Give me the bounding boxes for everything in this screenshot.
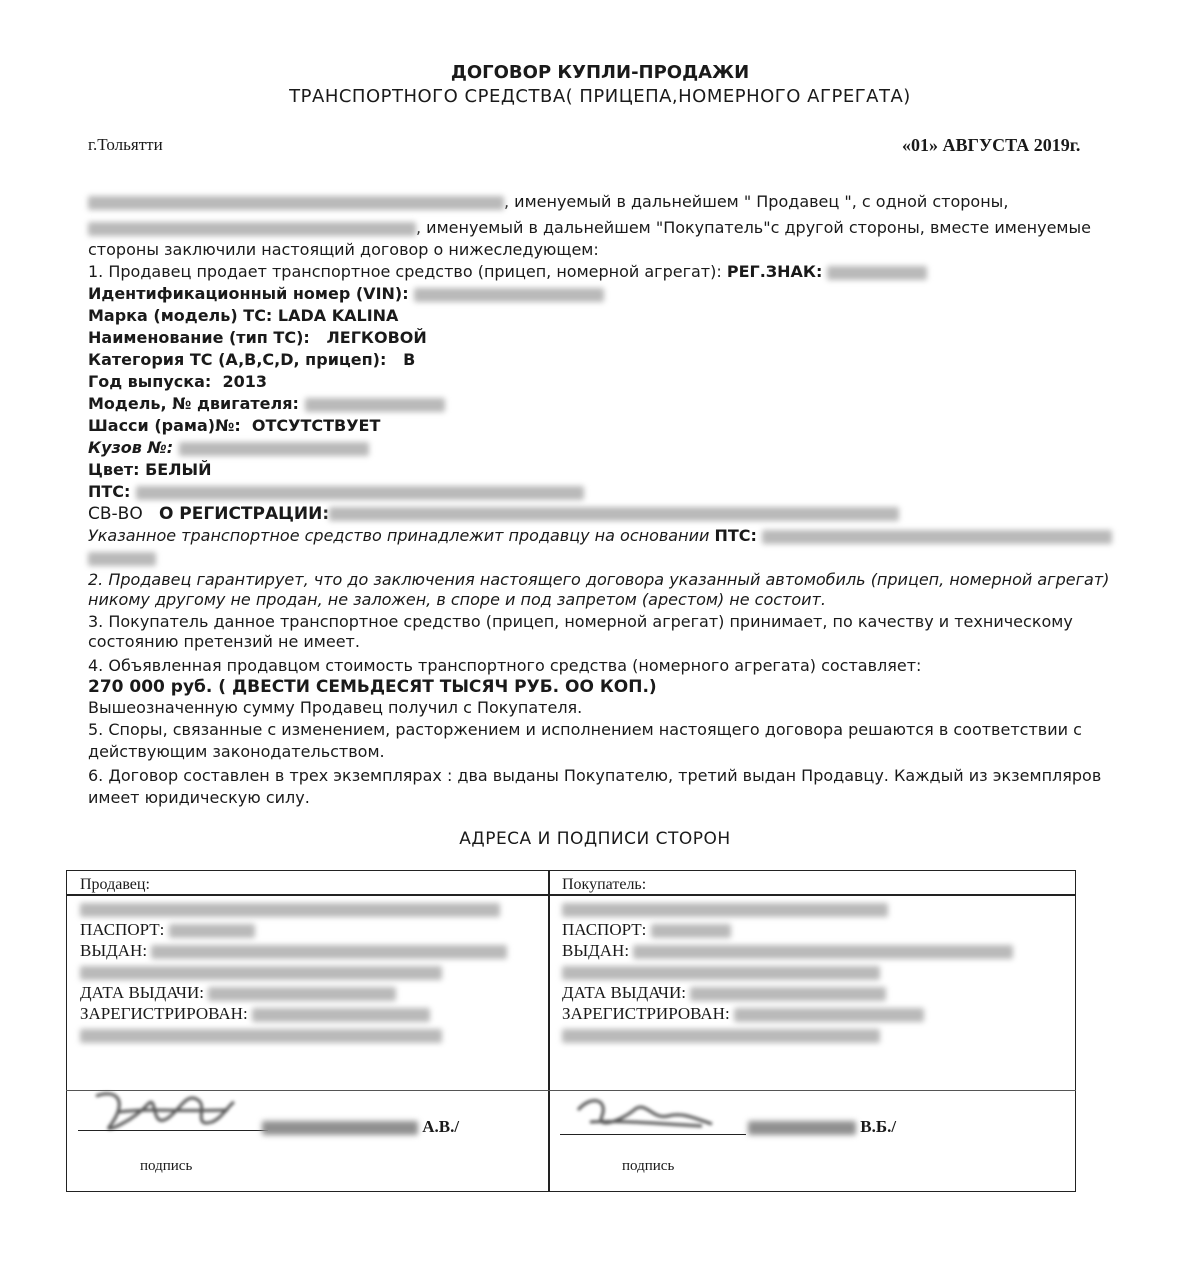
redacted-buyer-registered-2 [562,1029,880,1043]
category-value: B [403,350,416,369]
vin-label: Идентификационный номер (VIN): [88,284,409,303]
buyer-party-text: , именуемый в дальнейшем "Покупатель"с другой стороны, вместе именуемые [416,218,1091,237]
type-line [88,328,427,348]
seller-party-text: , именуемый в дальнейшем " Продавец ", с одной стороны, [504,192,1009,211]
seller-signature [88,1082,238,1140]
buyer-issue-date-row [562,982,886,1003]
seller-heading: Продавец: [80,876,150,893]
redacted-body [179,442,369,456]
seller-registered-label: ЗАРЕГИСТРИРОВАН: [80,1004,248,1023]
seller-initials: А.В./ [422,1117,460,1136]
clause-5-line-1: 5. Споры, связанные с изменением, расторжением и исполнением настоящего договора решаются в соответствии с [88,720,1082,739]
redacted-seller-fullname [80,903,500,917]
redacted-seller-registered-2 [80,1029,442,1043]
seller-registered-row-2 [80,1024,442,1045]
seller-issued-row-2 [80,961,442,982]
clause-3-line-1: 3. Покупатель данное транспортное средство (прицеп, номерной агрегат) принимает, по качеству и техническому [88,612,1073,631]
redacted-ownership-pts [762,530,1112,544]
buyer-registered-row-2 [562,1024,880,1045]
buyer-issue-date-label: ДАТА ВЫДАЧИ: [562,983,686,1002]
buyer-passport-row [562,919,731,940]
document-subtitle: ТРАНСПОРТНОГО СРЕДСТВА( ПРИЦЕПА,НОМЕРНОГО АГРЕГАТА) [289,86,911,107]
category-label: Категория ТС (A,B,C,D, прицеп): [88,350,387,369]
type-value: ЛЕГКОВОЙ [326,328,427,347]
clause-6-line-1: 6. Договор составлен в трех экземплярах : два выданы Покупателю, третий выдан Продавцу. Каждый из экземпляров [88,766,1102,785]
brand-label: Марка (модель) ТС: [88,306,273,325]
redacted-seller-name [88,196,504,210]
ownership-text: Указанное транспортное средство принадлежит продавцу на основании [88,526,710,545]
clause-4-line-1: 4. Объявленная продавцом стоимость транспортного средства (номерного агрегата) составляет: [88,656,922,675]
clause-1-line [88,262,927,282]
seller-issued-label: ВЫДАН: [80,941,148,960]
pts-line [88,482,584,502]
ownership-pts-label: ПТС: [714,526,757,545]
redacted-buyer-issued-2 [562,966,880,980]
price-line: 270 000 руб. ( ДВЕСТИ СЕМЬДЕСЯТ ТЫСЯЧ РУБ. ОО КОП.) [88,677,657,697]
redacted-buyer-passport [651,924,731,938]
body-line [88,438,369,458]
buyer-name-signature-row [748,1116,896,1137]
seller-issue-date-label: ДАТА ВЫДАЧИ: [80,983,204,1002]
buyer-name-row [562,898,888,919]
redacted-pts [136,486,584,500]
seller-passport-label: ПАСПОРТ: [80,920,165,939]
redacted-reg-cert [329,507,899,521]
redacted-buyer-name [88,222,416,236]
city: г.Тольятти [88,135,163,154]
color-value: БЕЛЫЙ [145,460,212,479]
year-value: 2013 [222,372,267,391]
pts-label: ПТС: [88,482,131,501]
clause-3-line-2: состоянию претензий не имеет. [88,632,360,651]
buyer-heading: Покупатель: [562,876,647,893]
seller-sign-caption: подпись [140,1158,193,1174]
reg-plate-label: РЕГ.ЗНАК: [726,262,823,281]
chassis-value: ОТСУТСТВУЕТ [251,416,381,435]
body-label: Кузов №: [88,438,174,457]
brand-line [88,306,398,326]
vin-line [88,284,604,304]
reg-cert-line [88,504,899,524]
seller-issue-date-row [80,982,396,1003]
buyer-issued-label: ВЫДАН: [562,941,630,960]
table-column-divider [548,870,550,1192]
year-label: Год выпуска: [88,372,212,391]
buyer-registered-label: ЗАРЕГИСТРИРОВАН: [562,1004,730,1023]
redacted-reg-plate [827,266,927,280]
seller-passport-row [80,919,255,940]
redacted-buyer-registered [734,1008,924,1022]
engine-label: Модель, № двигателя: [88,394,299,413]
year-line [88,372,267,392]
clause-5-line-2: действующим законодательством. [88,742,385,761]
engine-line [88,394,445,414]
seller-issued-row [80,940,507,961]
redacted-seller-issued [151,945,507,959]
redacted-buyer-fullname [562,903,888,917]
redacted-vin [414,288,604,302]
color-label: Цвет: [88,460,140,479]
document-title: ДОГОВОР КУПЛИ-ПРОДАЖИ [450,62,750,83]
redacted-buyer-issue-date [690,987,886,1001]
redacted-seller-surname [262,1121,418,1135]
seller-name-signature-row [262,1116,459,1137]
clause-2-line-1: 2. Продавец гарантирует, что до заключения настоящего договора указанный автомобиль (прицеп, номерной агрегат) [88,570,1110,589]
redacted-engine [305,398,445,412]
seller-registered-row [80,1003,430,1024]
buyer-issued-row-2 [562,961,880,982]
ownership-line [88,526,1112,546]
seller-name-row [80,898,500,919]
color-line [88,460,211,480]
redacted-buyer-issued [633,945,1013,959]
contract-date: «01» АВГУСТА 2019г. [902,135,1081,155]
seller-signature-line [78,1130,268,1131]
reg-cert-prefix: СВ-ВО [88,504,143,524]
redacted-ownership-pts-cont [88,552,156,566]
reg-cert-label: О РЕГИСТРАЦИИ: [158,504,330,524]
chassis-line [88,416,380,436]
redacted-seller-issued-2 [80,966,442,980]
buyer-signature-line [560,1134,746,1135]
buyer-registered-row [562,1003,924,1024]
buyer-sign-caption: подпись [622,1158,675,1174]
type-label: Наименование (тип ТС): [88,328,310,347]
ownership-line-continued [88,548,156,567]
buyer-initials: В.Б./ [860,1117,897,1136]
clause-1-text: 1. Продавец продает транспортное средство (прицеп, номерной агрегат): [88,262,727,281]
buyer-passport-label: ПАСПОРТ: [562,920,647,939]
buyer-issued-row [562,940,1013,961]
seller-party-line [88,192,1008,212]
agreement-line: стороны заключили настоящий договор о нижеследующем: [88,240,599,259]
buyer-signature [572,1086,722,1144]
clause-2-line-2: никому другому не продан, не заложен, в споре и под запретом (арестом) не состоит. [88,590,826,609]
category-line [88,350,415,370]
brand-value: LADA KALINA [277,306,399,325]
redacted-seller-issue-date [208,987,396,1001]
clause-6-line-2: имеет юридическую силу. [88,788,310,807]
chassis-label: Шасси (рама)№: [88,416,241,435]
redacted-buyer-surname [748,1121,856,1135]
signatures-section-title: АДРЕСА И ПОДПИСИ СТОРОН [459,829,731,849]
redacted-seller-registered [252,1008,430,1022]
redacted-seller-passport [169,924,255,938]
buyer-party-line [88,218,1091,238]
clause-4-line-3: Вышеозначенную сумму Продавец получил с Покупателя. [88,698,583,717]
